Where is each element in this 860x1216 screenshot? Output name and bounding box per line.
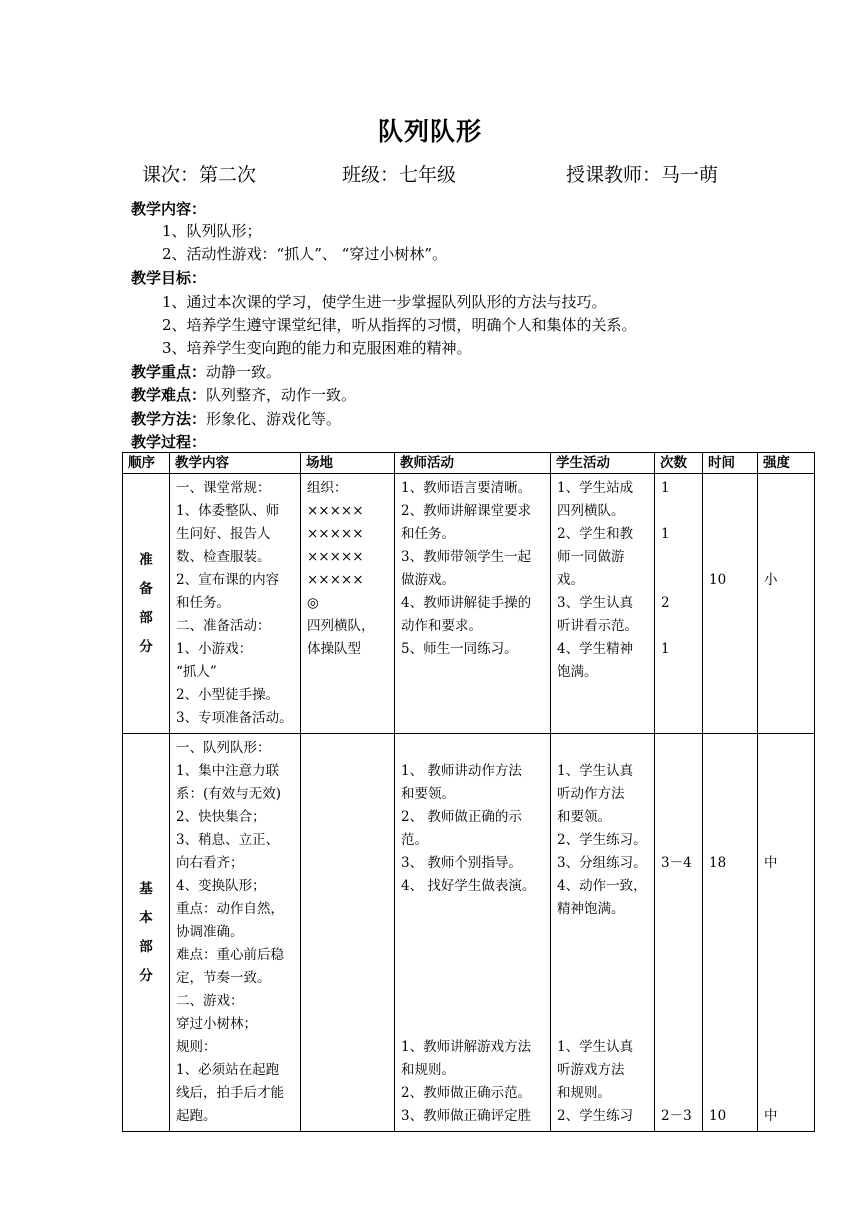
goal-item-3: 3、培养学生变向跑的能力和克服困难的精神。 [162,339,472,357]
table-header-row [123,453,815,474]
prep-count-cell: 1 1 2 1 [655,474,703,734]
lesson-process-table [122,452,815,1132]
session-info: 课次：第二次 [142,164,257,186]
goal-item-1: 1、通过本次课的学习，使学生进一步掌握队列队形的方法与技巧。 [162,293,607,311]
prep-teacher-cell: 1、教师语言要清晰。 2、教师讲解课堂要求 和任务。 3、教师带领学生一起 做游戏。 4、教师讲解徒手操的 动作和要求。 5、师生一同练习。 [395,474,551,734]
header-count: 次数 [655,453,703,474]
header-venue: 场地 [301,453,395,474]
document-title: 队列队形 [377,117,482,146]
key-point-value: 动静一致。 [206,363,282,381]
teaching-method [131,408,341,430]
basic-teacher-cell: 1、 教师讲动作方法 和要领。 2、 教师做正确的示 范。 3、 教师个别指导。 4、 找好学生做表演。 1、教师讲解游戏方法 和规则。 2、教师做正确示范。 3、教师做正确评定胜 [395,734,551,1132]
method-label: 教学方法： [131,410,207,428]
table-row-preparation [123,474,815,734]
basic-venue-cell [301,734,395,1132]
prep-intensity-cell: 小 [758,474,815,734]
content-item-2: 2、活动性游戏：“抓人”、 “穿过小树林”。 [162,245,447,263]
method-value: 形象化、游戏化等。 [206,410,342,428]
content-heading: 教学内容： [131,200,207,218]
header-intensity: 强度 [758,453,815,474]
difficulty-value: 队列整齐，动作一致。 [206,386,357,404]
table-row-basic [123,734,815,1132]
header-time: 时间 [703,453,758,474]
prep-time-cell: 10 [703,474,758,734]
goal-item-2: 2、培养学生遵守课堂纪律，听从指挥的习惯，明确个人和集体的关系。 [162,316,637,334]
section-preparation: 准备部分 [123,474,170,734]
basic-intensity-cell: 中 中 [758,734,815,1132]
key-point [131,361,281,383]
difficulty [131,384,356,406]
difficulty-label: 教学难点： [131,386,207,404]
content-item-1: 1、队列队形； [162,222,262,240]
process-heading: 教学过程： [131,433,207,451]
basic-time-cell: 18 10 [703,734,758,1132]
key-point-label: 教学重点： [131,363,207,381]
header-content: 教学内容 [170,453,301,474]
teacher-info: 授课教师：马一萌 [566,164,719,186]
basic-count-cell: 3－4 2－3 [655,734,703,1132]
header-order: 顺序 [123,453,170,474]
grade-info: 班级：七年级 [342,164,457,186]
prep-venue-cell: 组织： ××××× ××××× ××××× ××××× ◎ 四列横队， 体操队型 [301,474,395,734]
basic-student-cell: 1、学生认真 听动作方法 和要领。 2、学生练习。 3、分组练习。 4、动作一致， 精神饱满。 1、学生认真 听游戏方法 和规则。 2、学生练习 [551,734,655,1132]
lesson-meta [0,160,860,186]
section-basic: 基本部分 [123,734,170,1132]
basic-content-cell: 一、队列队形： 1、集中注意力联 系：(有效与无效) 2、快快集合； 3、稍息、立正、 向右看齐； 4、变换队形； 重点：动作自然， 协调准确。 难点：重心前后稳 定，节奏一致。 二、游戏： 穿过小树林； 规则： 1、必须站在起跑 线后，拍手后才能 起跑。 [170,734,301,1132]
header-teacher-activity: 教师活动 [395,453,551,474]
goals-heading: 教学目标： [131,269,207,287]
prep-content-cell: 一、课堂常规： 1、体委整队、师 生问好、报告人 数、检查服装。 2、宣布课的内容 和任务。 二、准备活动： 1、小游戏： “抓人” 2、小型徒手操。 3、专项准备活动。 [170,474,301,734]
prep-student-cell: 1、学生站成 四列横队。 2、学生和教 师一同做游 戏。 3、学生认真 听讲看示范。 4、学生精神 饱满。 [551,474,655,734]
header-student-activity: 学生活动 [551,453,655,474]
